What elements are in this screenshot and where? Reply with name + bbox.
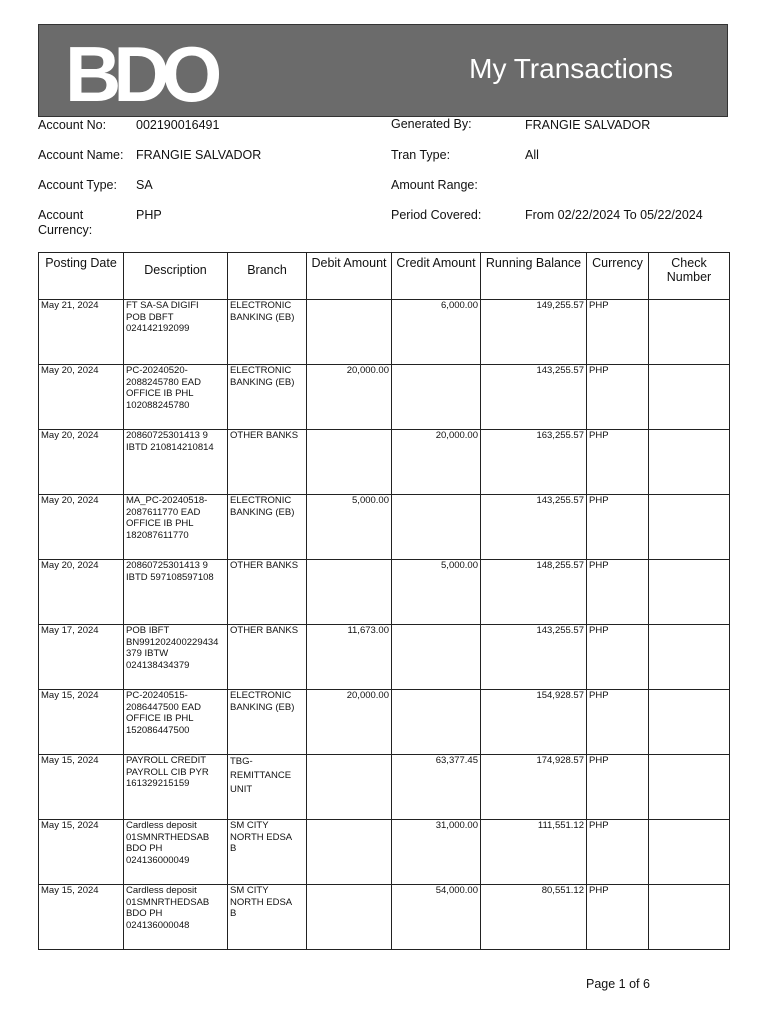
- cell-check: [649, 495, 730, 560]
- period-covered-label: Period Covered:: [391, 208, 482, 222]
- cell-date: May 17, 2024: [39, 625, 124, 690]
- cell-description: PAYROLL CREDIT PAYROLL CIB PYR 161329215159: [124, 755, 228, 820]
- cell-credit: 54,000.00: [392, 885, 481, 950]
- cell-date: May 15, 2024: [39, 820, 124, 885]
- cell-branch: OTHER BANKS: [228, 625, 307, 690]
- transactions-table: [38, 252, 730, 950]
- cell-balance: 80,551.12: [481, 885, 587, 950]
- cell-description: 20860725301413 9 IBTD 210814210814: [124, 430, 228, 495]
- page-title: My Transactions: [469, 53, 673, 84]
- cell-currency: PHP: [587, 495, 649, 560]
- account-currency-label: Account Currency:: [38, 208, 93, 237]
- col-branch: Branch: [228, 253, 307, 300]
- cell-currency: PHP: [587, 820, 649, 885]
- cell-check: [649, 365, 730, 430]
- cell-check: [649, 885, 730, 950]
- cell-debit: [307, 885, 392, 950]
- cell-check: [649, 560, 730, 625]
- cell-balance: 143,255.57: [481, 625, 587, 690]
- cell-branch: ELECTRONIC BANKING (EB): [228, 300, 307, 365]
- cell-check: [649, 820, 730, 885]
- cell-branch: ELECTRONIC BANKING (EB): [228, 690, 307, 755]
- cell-description: PC-20240515- 2086447500 EAD OFFICE IB PHL 152086447500: [124, 690, 228, 755]
- cell-credit: 63,377.45: [392, 755, 481, 820]
- table-row: [39, 885, 730, 950]
- cell-description: Cardless deposit 01SMNRTHEDSAB BDO PH 024136000048: [124, 885, 228, 950]
- table-row: [39, 690, 730, 755]
- table-row: [39, 495, 730, 560]
- cell-debit: [307, 755, 392, 820]
- page-number: Page 1 of 6: [586, 977, 650, 991]
- cell-date: May 20, 2024: [39, 560, 124, 625]
- cell-date: May 21, 2024: [39, 300, 124, 365]
- table-header-row: [39, 253, 730, 300]
- cell-credit: [392, 625, 481, 690]
- cell-currency: PHP: [587, 625, 649, 690]
- cell-date: May 20, 2024: [39, 365, 124, 430]
- cell-debit: 20,000.00: [307, 690, 392, 755]
- cell-credit: 6,000.00: [392, 300, 481, 365]
- bdo-logo: BDO: [65, 30, 215, 118]
- account-name-label: Account Name:: [38, 148, 124, 162]
- amount-range-label: Amount Range:: [391, 178, 478, 192]
- table-row: [39, 755, 730, 820]
- col-running-balance: Running Balance: [481, 253, 587, 300]
- cell-check: [649, 690, 730, 755]
- cell-credit: [392, 690, 481, 755]
- col-credit-amount: Credit Amount: [392, 253, 481, 300]
- account-currency-value: PHP: [136, 208, 162, 222]
- cell-branch: OTHER BANKS: [228, 430, 307, 495]
- cell-branch: SM CITY NORTH EDSA B: [228, 820, 307, 885]
- cell-currency: PHP: [587, 885, 649, 950]
- tran-type-value: All: [525, 148, 539, 162]
- cell-debit: [307, 820, 392, 885]
- cell-balance: 174,928.57: [481, 755, 587, 820]
- cell-credit: 31,000.00: [392, 820, 481, 885]
- cell-credit: [392, 365, 481, 430]
- cell-branch: OTHER BANKS: [228, 560, 307, 625]
- col-check-number: Check Number: [649, 253, 730, 300]
- cell-description: 20860725301413 9 IBTD 597108597108: [124, 560, 228, 625]
- cell-credit: [392, 495, 481, 560]
- cell-description: Cardless deposit 01SMNRTHEDSAB BDO PH 024136000049: [124, 820, 228, 885]
- col-debit-amount: Debit Amount: [307, 253, 392, 300]
- cell-balance: 149,255.57: [481, 300, 587, 365]
- cell-currency: PHP: [587, 430, 649, 495]
- cell-branch: ELECTRONIC BANKING (EB): [228, 365, 307, 430]
- cell-debit: [307, 300, 392, 365]
- cell-credit: 20,000.00: [392, 430, 481, 495]
- cell-debit: 5,000.00: [307, 495, 392, 560]
- cell-date: May 20, 2024: [39, 495, 124, 560]
- cell-currency: PHP: [587, 365, 649, 430]
- cell-balance: 143,255.57: [481, 495, 587, 560]
- cell-debit: [307, 430, 392, 495]
- cell-description: MA_PC-20240518- 2087611770 EAD OFFICE IB PHL 182087611770: [124, 495, 228, 560]
- table-row: [39, 560, 730, 625]
- cell-description: POB IBFT BN991202400229434 379 IBTW 024138434379: [124, 625, 228, 690]
- cell-branch: ELECTRONIC BANKING (EB): [228, 495, 307, 560]
- header-banner: [38, 24, 728, 117]
- cell-balance: 154,928.57: [481, 690, 587, 755]
- cell-currency: PHP: [587, 560, 649, 625]
- cell-currency: PHP: [587, 300, 649, 365]
- account-no-value: 002190016491: [136, 118, 220, 132]
- cell-description: FT SA-SA DIGIFI POB DBFT 024142192099: [124, 300, 228, 365]
- account-name-value: FRANGIE SALVADOR: [136, 148, 262, 162]
- period-covered-value: From 02/22/2024 To 05/22/2024: [525, 208, 703, 222]
- generated-by-label: Generated By:: [391, 117, 472, 131]
- col-currency: Currency: [587, 253, 649, 300]
- generated-by-value: FRANGIE SALVADOR: [525, 118, 651, 132]
- cell-debit: [307, 560, 392, 625]
- account-type-label: Account Type:: [38, 178, 117, 192]
- cell-branch: SM CITY NORTH EDSA B: [228, 885, 307, 950]
- table-row: [39, 300, 730, 365]
- table-row: [39, 625, 730, 690]
- cell-debit: 20,000.00: [307, 365, 392, 430]
- cell-credit: 5,000.00: [392, 560, 481, 625]
- cell-balance: 143,255.57: [481, 365, 587, 430]
- cell-description: PC-20240520- 2088245780 EAD OFFICE IB PHL 102088245780: [124, 365, 228, 430]
- col-posting-date: Posting Date: [39, 253, 124, 300]
- cell-check: [649, 755, 730, 820]
- cell-date: May 15, 2024: [39, 885, 124, 950]
- cell-balance: 163,255.57: [481, 430, 587, 495]
- cell-date: May 15, 2024: [39, 755, 124, 820]
- cell-date: May 15, 2024: [39, 690, 124, 755]
- cell-check: [649, 625, 730, 690]
- tran-type-label: Tran Type:: [391, 148, 451, 162]
- cell-check: [649, 300, 730, 365]
- cell-balance: 148,255.57: [481, 560, 587, 625]
- account-type-value: SA: [136, 178, 153, 192]
- cell-currency: PHP: [587, 690, 649, 755]
- table-row: [39, 365, 730, 430]
- table-row: [39, 430, 730, 495]
- cell-branch: TBG- REMITTANCE UNIT: [228, 755, 307, 820]
- col-description: Description: [124, 253, 228, 300]
- cell-balance: 111,551.12: [481, 820, 587, 885]
- account-no-label: Account No:: [38, 118, 107, 132]
- cell-currency: PHP: [587, 755, 649, 820]
- cell-date: May 20, 2024: [39, 430, 124, 495]
- cell-debit: 11,673.00: [307, 625, 392, 690]
- table-row: [39, 820, 730, 885]
- cell-check: [649, 430, 730, 495]
